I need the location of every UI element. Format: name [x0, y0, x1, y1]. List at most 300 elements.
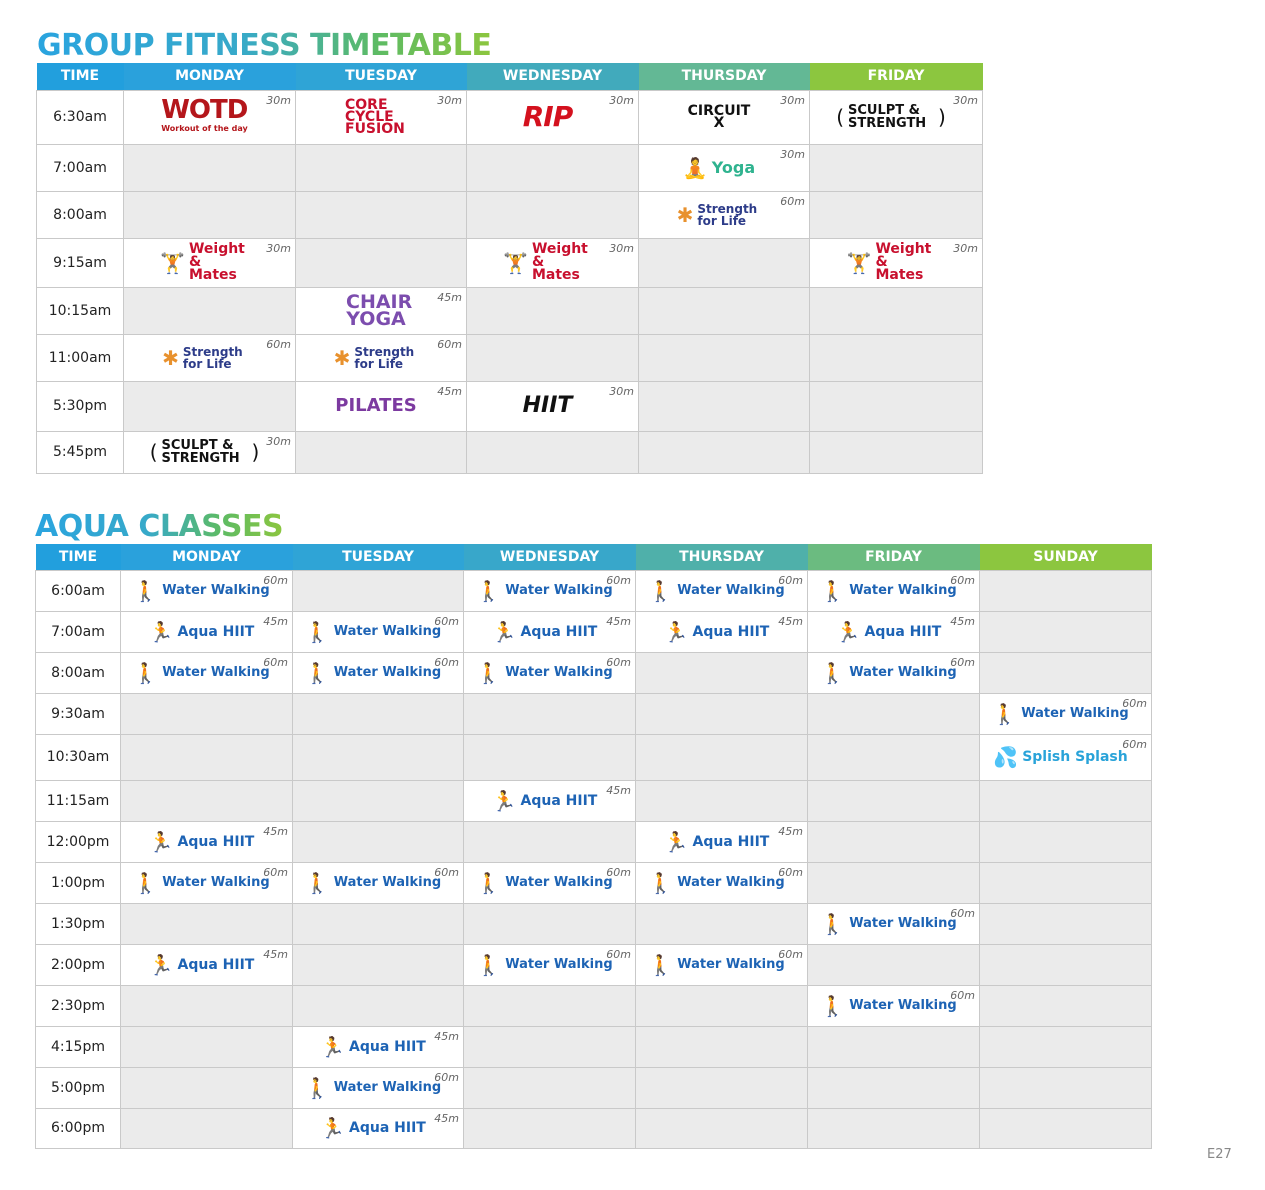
- class-name: RIP: [522, 100, 573, 133]
- time-cell: 1:30pm: [36, 903, 121, 944]
- time-cell: 2:00pm: [36, 944, 121, 985]
- water-walking-icon: 🚶: [476, 870, 502, 895]
- timetable-row: [36, 611, 1152, 652]
- duration-label: 60m: [434, 614, 459, 628]
- class-cell: [296, 334, 467, 381]
- empty-cell: [810, 334, 983, 381]
- empty-cell: [810, 144, 983, 191]
- header-wednesday: WEDNESDAY: [467, 63, 639, 90]
- bracket-left-icon: (: [149, 440, 158, 464]
- timetable-row: [37, 191, 983, 238]
- class-name: Aqua HIIT: [520, 792, 598, 809]
- duration-label: 60m: [606, 655, 631, 669]
- empty-cell: [808, 821, 980, 862]
- duration-label: 60m: [778, 865, 803, 879]
- class-cell: [293, 611, 464, 652]
- empty-cell: [296, 191, 467, 238]
- empty-cell: [808, 944, 980, 985]
- class-cell: [121, 944, 293, 985]
- empty-cell: [124, 287, 296, 334]
- water-walking-icon: 🚶: [820, 911, 846, 936]
- empty-cell: [636, 734, 808, 780]
- time-cell: 5:45pm: [37, 431, 124, 473]
- class-name: Water Walking: [333, 623, 442, 639]
- star-figure-icon: ✱: [333, 345, 351, 370]
- class-cell: [293, 1067, 464, 1108]
- duration-label: 45m: [606, 783, 631, 797]
- empty-cell: [636, 693, 808, 734]
- empty-cell: [464, 1026, 636, 1067]
- header-monday: MONDAY: [124, 63, 296, 90]
- water-walking-icon: 🚶: [304, 870, 330, 895]
- empty-cell: [808, 862, 980, 903]
- time-cell: 5:00pm: [36, 1067, 121, 1108]
- empty-cell: [980, 862, 1152, 903]
- class-cell: [808, 985, 980, 1026]
- duration-label: 30m: [266, 241, 291, 255]
- class-cell: [636, 862, 808, 903]
- aqua-hiit-runner-icon: 🏃: [148, 829, 174, 854]
- empty-cell: [124, 191, 296, 238]
- class-cell: [296, 90, 467, 144]
- class-name: Aqua HIIT: [177, 833, 255, 850]
- page-number: E27: [1207, 1147, 1232, 1162]
- empty-cell: [296, 238, 467, 287]
- timetable-row: [36, 903, 1152, 944]
- class-name: Aqua HIIT: [349, 1038, 426, 1055]
- class-name: Water Walking: [505, 874, 613, 890]
- empty-cell: [980, 1108, 1152, 1148]
- water-walking-icon: 🚶: [133, 578, 159, 603]
- water-walking-icon: 🚶: [648, 578, 674, 603]
- bracket-left-icon: (: [836, 105, 844, 129]
- class-cell: [121, 821, 293, 862]
- class-name: Aqua HIIT: [692, 833, 770, 850]
- empty-cell: [293, 734, 464, 780]
- timetable-row: [37, 90, 983, 144]
- timetable-row: [36, 693, 1152, 734]
- class-cell: [636, 611, 808, 652]
- class-cell: [980, 734, 1152, 780]
- class-cell: [980, 693, 1152, 734]
- duration-label: 60m: [950, 988, 975, 1002]
- timetable-row: [36, 652, 1152, 693]
- class-name: Water Walking: [162, 874, 270, 890]
- header-monday: MONDAY: [121, 544, 293, 570]
- class-cell: [464, 652, 636, 693]
- weightlifter-icon: 🏋: [160, 250, 185, 275]
- time-cell: 5:30pm: [37, 381, 124, 431]
- time-cell: 12:00pm: [36, 821, 121, 862]
- water-walking-icon: 🚶: [304, 619, 330, 644]
- header-tuesday: TUESDAY: [293, 544, 464, 570]
- class-cell: [636, 821, 808, 862]
- header-sunday: SUNDAY: [980, 544, 1152, 570]
- water-walking-icon: 🚶: [820, 660, 846, 685]
- class-cell: [293, 652, 464, 693]
- empty-cell: [808, 734, 980, 780]
- bracket-right-icon: ): [251, 440, 260, 464]
- duration-label: 60m: [437, 337, 462, 351]
- water-walking-icon: 🚶: [992, 701, 1018, 726]
- time-cell: 7:00am: [36, 611, 121, 652]
- empty-cell: [810, 381, 983, 431]
- time-cell: 7:00am: [37, 144, 124, 191]
- empty-cell: [980, 944, 1152, 985]
- class-cell: [808, 652, 980, 693]
- empty-cell: [121, 1067, 293, 1108]
- class-name: Strength for Life: [182, 344, 243, 371]
- empty-cell: [636, 1108, 808, 1148]
- aqua-hiit-runner-icon: 🏃: [663, 829, 689, 854]
- timetable-row: [36, 821, 1152, 862]
- aqua-hiit-runner-icon: 🏃: [835, 619, 861, 644]
- class-name: Water Walking: [1021, 705, 1129, 721]
- time-cell: 10:15am: [37, 287, 124, 334]
- timetable-row: [36, 862, 1152, 903]
- time-cell: 10:30am: [36, 734, 121, 780]
- class-name: Aqua HIIT: [520, 623, 598, 640]
- empty-cell: [810, 191, 983, 238]
- empty-cell: [121, 780, 293, 821]
- timetable-row: [36, 985, 1152, 1026]
- class-name: Aqua HIIT: [864, 623, 942, 640]
- time-cell: 9:30am: [36, 693, 121, 734]
- duration-label: 45m: [434, 1029, 459, 1043]
- weightlifter-icon: 🏋: [846, 250, 872, 275]
- class-name: Water Walking: [677, 582, 785, 598]
- timetable-row: [37, 431, 983, 473]
- duration-label: 30m: [953, 241, 978, 255]
- class-cell: [124, 431, 296, 473]
- empty-cell: [980, 570, 1152, 611]
- duration-label: 60m: [950, 573, 975, 587]
- header-tuesday: TUESDAY: [296, 63, 467, 90]
- header-wednesday: WEDNESDAY: [464, 544, 636, 570]
- class-name: Water Walking: [849, 664, 957, 680]
- class-name: Weight & Mates: [875, 241, 932, 283]
- water-walking-icon: 🚶: [476, 660, 502, 685]
- group-fitness-timetable: [36, 63, 983, 474]
- empty-cell: [121, 693, 293, 734]
- class-cell: [639, 191, 810, 238]
- empty-cell: [293, 693, 464, 734]
- timetable-row: [36, 780, 1152, 821]
- duration-label: 60m: [434, 655, 459, 669]
- duration-label: 60m: [263, 573, 288, 587]
- empty-cell: [467, 431, 639, 473]
- empty-cell: [808, 693, 980, 734]
- aqua-hiit-runner-icon: 🏃: [148, 952, 174, 977]
- duration-label: 30m: [266, 93, 291, 107]
- duration-label: 45m: [437, 290, 462, 304]
- duration-label: 45m: [437, 384, 462, 398]
- empty-cell: [121, 1026, 293, 1067]
- class-name: Water Walking: [162, 664, 270, 680]
- timetable-row: [36, 944, 1152, 985]
- class-name: Water Walking: [849, 997, 957, 1013]
- class-name: Aqua HIIT: [349, 1120, 426, 1136]
- empty-cell: [464, 821, 636, 862]
- duration-label: 60m: [263, 655, 288, 669]
- empty-cell: [810, 431, 983, 473]
- class-cell: [293, 1108, 464, 1148]
- timetable-row: [37, 334, 983, 381]
- timetable-row: [37, 144, 983, 191]
- class-name: Weight & Mates: [531, 241, 588, 283]
- class-name: Yoga: [711, 157, 756, 177]
- empty-cell: [980, 903, 1152, 944]
- weightlifter-icon: 🏋: [503, 250, 528, 275]
- class-cell: [293, 862, 464, 903]
- duration-label: 45m: [263, 824, 288, 838]
- class-name: Strength for Life: [697, 201, 758, 228]
- aqua-hiit-runner-icon: 🏃: [320, 1116, 346, 1140]
- duration-label: 60m: [950, 906, 975, 920]
- class-cell: [636, 570, 808, 611]
- class-name: CORE CYCLE FUSION: [345, 97, 405, 137]
- class-cell: [296, 287, 467, 334]
- class-cell: [124, 334, 296, 381]
- class-name: Water Walking: [677, 956, 785, 972]
- class-cell: [467, 381, 639, 431]
- duration-label: 60m: [1122, 696, 1147, 710]
- duration-label: 60m: [780, 194, 805, 208]
- time-cell: 9:15am: [37, 238, 124, 287]
- empty-cell: [121, 985, 293, 1026]
- duration-label: 60m: [266, 337, 291, 351]
- duration-label: 30m: [780, 147, 805, 161]
- aqua-classes-title: AQUA CLASSES: [35, 509, 284, 544]
- class-name: Weight & Mates: [188, 241, 245, 283]
- empty-cell: [464, 985, 636, 1026]
- empty-cell: [296, 144, 467, 191]
- star-figure-icon: ✱: [676, 202, 694, 227]
- empty-cell: [980, 1067, 1152, 1108]
- class-cell: [639, 90, 810, 144]
- water-walking-icon: 🚶: [820, 578, 846, 603]
- empty-cell: [293, 570, 464, 611]
- empty-cell: [124, 144, 296, 191]
- duration-label: 45m: [950, 614, 975, 628]
- class-cell: [121, 570, 293, 611]
- empty-cell: [121, 903, 293, 944]
- empty-cell: [296, 431, 467, 473]
- water-walking-icon: 🚶: [820, 993, 846, 1018]
- timetable-row: [36, 570, 1152, 611]
- class-name: Water Walking: [505, 956, 613, 972]
- empty-cell: [467, 191, 639, 238]
- duration-label: 60m: [606, 865, 631, 879]
- duration-label: 60m: [434, 865, 459, 879]
- empty-cell: [293, 821, 464, 862]
- empty-cell: [467, 334, 639, 381]
- duration-label: 30m: [437, 93, 462, 107]
- empty-cell: [124, 381, 296, 431]
- class-name: Water Walking: [333, 664, 442, 680]
- meditation-icon: 🧘: [682, 155, 708, 180]
- empty-cell: [810, 287, 983, 334]
- aqua-hiit-runner-icon: 🏃: [148, 619, 174, 644]
- aqua-hiit-runner-icon: 🏃: [663, 619, 689, 644]
- empty-cell: [636, 1067, 808, 1108]
- class-name: WOTD: [161, 95, 248, 125]
- empty-cell: [980, 1026, 1152, 1067]
- empty-cell: [980, 985, 1152, 1026]
- time-cell: 11:00am: [37, 334, 124, 381]
- duration-label: 30m: [953, 93, 978, 107]
- class-cell: [124, 90, 296, 144]
- duration-label: 60m: [778, 573, 803, 587]
- class-name: Water Walking: [162, 582, 270, 598]
- time-cell: 11:15am: [36, 780, 121, 821]
- class-name: SCULPT & STRENGTH: [161, 438, 240, 466]
- class-name: Aqua HIIT: [692, 623, 770, 640]
- empty-cell: [808, 1067, 980, 1108]
- water-walking-icon: 🚶: [476, 952, 502, 977]
- empty-cell: [980, 780, 1152, 821]
- splash-icon: 💦: [993, 745, 1019, 769]
- class-name: Strength for Life: [354, 344, 415, 371]
- duration-label: 60m: [263, 865, 288, 879]
- class-name: HIIT: [522, 393, 573, 418]
- star-figure-icon: ✱: [162, 345, 179, 370]
- time-cell: 8:00am: [36, 652, 121, 693]
- class-cell: [810, 238, 983, 287]
- empty-cell: [464, 734, 636, 780]
- empty-cell: [464, 1108, 636, 1148]
- aqua-hiit-runner-icon: 🏃: [491, 619, 517, 644]
- class-name: SCULPT & STRENGTH: [848, 103, 927, 131]
- duration-label: 60m: [950, 655, 975, 669]
- aqua-hiit-runner-icon: 🏃: [320, 1034, 346, 1059]
- class-cell: [464, 944, 636, 985]
- class-cell: [464, 570, 636, 611]
- empty-cell: [639, 381, 810, 431]
- group-fitness-title: GROUP FITNESS TIMETABLE: [37, 28, 492, 63]
- empty-cell: [639, 431, 810, 473]
- class-cell: [464, 862, 636, 903]
- empty-cell: [636, 780, 808, 821]
- empty-cell: [464, 693, 636, 734]
- class-cell: [467, 238, 639, 287]
- empty-cell: [121, 1108, 293, 1148]
- empty-cell: [636, 985, 808, 1026]
- water-walking-icon: 🚶: [304, 660, 330, 685]
- empty-cell: [808, 1108, 980, 1148]
- header-time: TIME: [37, 63, 124, 90]
- timetable-row: [36, 734, 1152, 780]
- class-cell: [121, 652, 293, 693]
- duration-label: 45m: [778, 614, 803, 628]
- empty-cell: [980, 652, 1152, 693]
- duration-label: 60m: [778, 947, 803, 961]
- duration-label: 30m: [609, 384, 634, 398]
- time-cell: 6:00pm: [36, 1108, 121, 1148]
- water-walking-icon: 🚶: [133, 870, 159, 895]
- header-friday: FRIDAY: [808, 544, 980, 570]
- empty-cell: [639, 334, 810, 381]
- empty-cell: [639, 238, 810, 287]
- empty-cell: [808, 1026, 980, 1067]
- class-cell: [808, 903, 980, 944]
- duration-label: 60m: [434, 1070, 459, 1084]
- duration-label: 45m: [778, 824, 803, 838]
- water-walking-icon: 🚶: [476, 578, 502, 603]
- water-walking-icon: 🚶: [304, 1075, 330, 1100]
- time-cell: 8:00am: [37, 191, 124, 238]
- time-cell: 4:15pm: [36, 1026, 121, 1067]
- header-friday: FRIDAY: [810, 63, 983, 90]
- header-thursday: THURSDAY: [639, 63, 810, 90]
- class-name: Water Walking: [333, 1079, 442, 1095]
- empty-cell: [293, 944, 464, 985]
- class-subtitle: Workout of the day: [161, 124, 248, 133]
- empty-cell: [467, 287, 639, 334]
- empty-cell: [464, 903, 636, 944]
- class-name: Aqua HIIT: [177, 956, 255, 973]
- duration-label: 45m: [263, 614, 288, 628]
- class-cell: [810, 90, 983, 144]
- empty-cell: [636, 1026, 808, 1067]
- aqua-hiit-runner-icon: 🏃: [491, 788, 517, 813]
- water-walking-icon: 🚶: [133, 660, 159, 685]
- time-cell: 6:30am: [37, 90, 124, 144]
- class-cell: [639, 144, 810, 191]
- time-cell: 1:00pm: [36, 862, 121, 903]
- empty-cell: [980, 821, 1152, 862]
- duration-label: 60m: [606, 573, 631, 587]
- class-name: Water Walking: [849, 915, 957, 931]
- class-cell: [296, 381, 467, 431]
- duration-label: 30m: [266, 434, 291, 448]
- timetable-row: [37, 238, 983, 287]
- bracket-right-icon: ): [938, 105, 946, 129]
- class-name: CHAIR YOGA: [346, 290, 413, 330]
- time-cell: 6:00am: [36, 570, 121, 611]
- empty-cell: [808, 780, 980, 821]
- class-cell: [124, 238, 296, 287]
- empty-cell: [980, 611, 1152, 652]
- class-cell: [464, 611, 636, 652]
- duration-label: 30m: [609, 93, 634, 107]
- empty-cell: [636, 652, 808, 693]
- timetable-row: [36, 1108, 1152, 1148]
- wotd-logo: [161, 95, 248, 136]
- duration-label: 45m: [606, 614, 631, 628]
- water-walking-icon: 🚶: [648, 952, 674, 977]
- timetable-row: [36, 1026, 1152, 1067]
- empty-cell: [293, 903, 464, 944]
- duration-label: 30m: [609, 241, 634, 255]
- class-name: Water Walking: [849, 582, 957, 598]
- header-time: TIME: [36, 544, 121, 570]
- timetable-row: [37, 287, 983, 334]
- class-name: PILATES: [335, 395, 417, 416]
- header-thursday: THURSDAY: [636, 544, 808, 570]
- empty-cell: [467, 144, 639, 191]
- water-walking-icon: 🚶: [648, 870, 674, 895]
- class-name: Aqua HIIT: [177, 623, 255, 640]
- class-cell: [808, 570, 980, 611]
- duration-label: 60m: [606, 947, 631, 961]
- duration-label: 45m: [263, 947, 288, 961]
- class-cell: [293, 1026, 464, 1067]
- empty-cell: [639, 287, 810, 334]
- class-name: Water Walking: [677, 874, 785, 890]
- class-cell: [121, 862, 293, 903]
- empty-cell: [293, 780, 464, 821]
